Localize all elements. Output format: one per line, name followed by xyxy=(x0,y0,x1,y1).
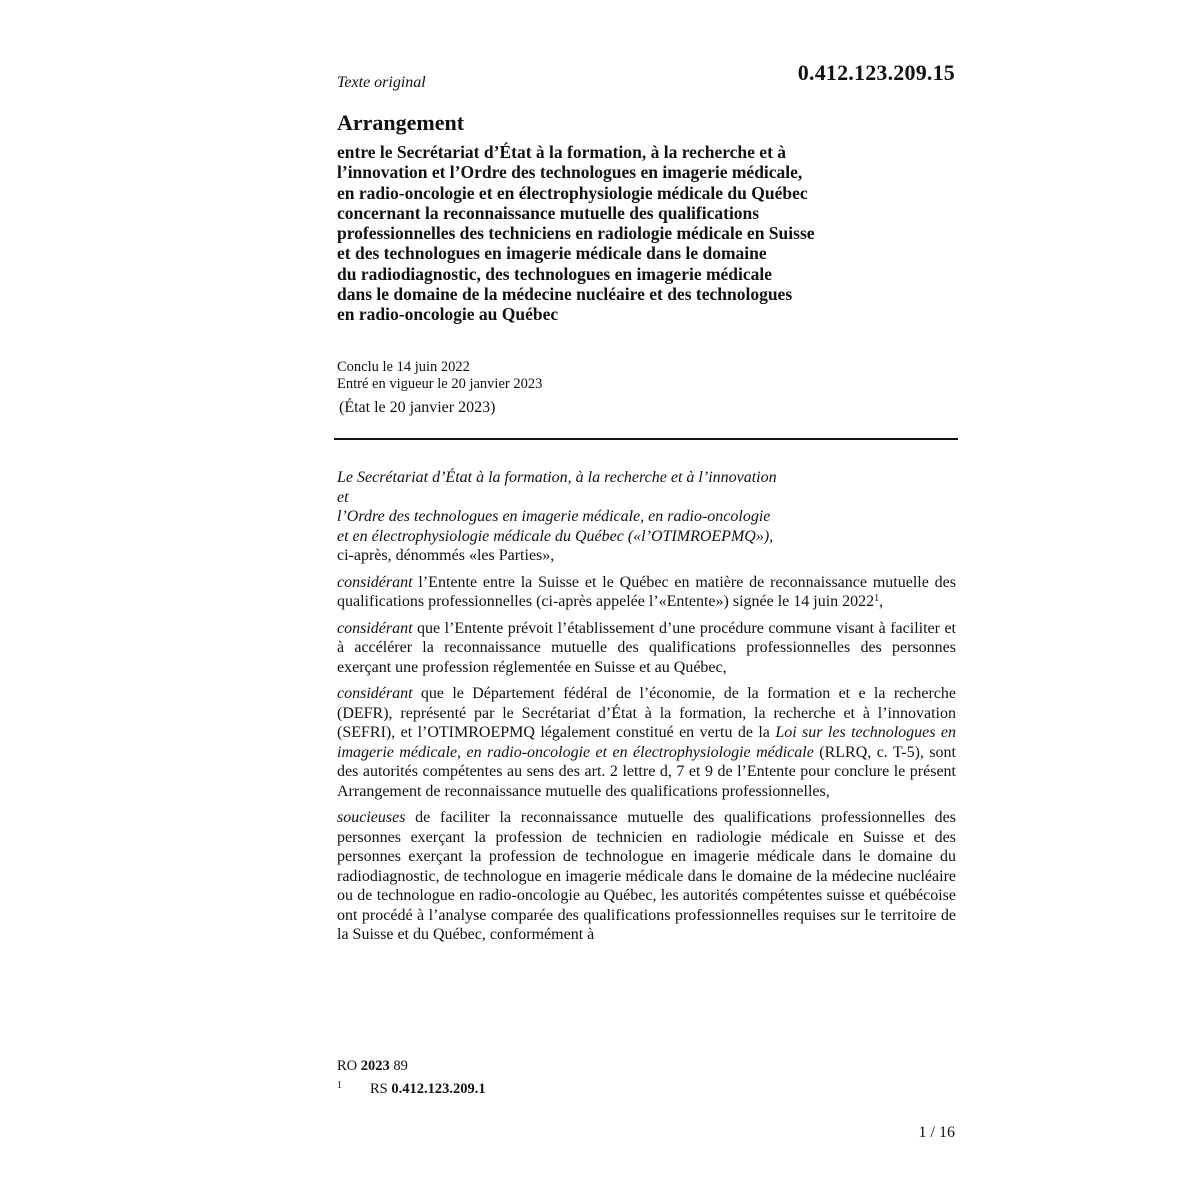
recital-lead: considérant xyxy=(337,685,413,702)
party-conjunction: et xyxy=(337,488,349,506)
subtitle-line: l’innovation et l’Ordre des technologues en imagerie médicale, xyxy=(337,162,803,183)
party-two-line: l’Ordre des technologues en imagerie médicale, en radio-oncologie xyxy=(337,508,771,525)
recital-text: de faciliter la reconnaissance mutuelle des qualifications professionnelles des personnes exerçant la profession de technicien en radiologie médicale en Suisse et des personnes exerçant la profession de technologue en imagerie médicale dans le domaine du radiodiagnostic, de technologue en imagerie médicale dans le domaine de la médecine nucléaire ou de technologue en radio-oncologie au Québec, les autorités compétentes suisse et québécoise ont procédé à l’analyse comparée des qualifications professionnelles requises sur le territoire de la Suisse et du Québec, conformément à xyxy=(337,809,956,943)
subtitle-line: et des technologues en imagerie médicale dans le domaine xyxy=(337,243,767,264)
subtitle-line: du radiodiagnostic, des technologues en imagerie médicale xyxy=(337,263,773,284)
recital-paragraph xyxy=(337,684,956,801)
recital-tail: , xyxy=(879,593,884,610)
footnote-mark: 1 xyxy=(337,1080,342,1091)
recital-paragraph xyxy=(337,808,956,945)
party-two-line: et en électrophysiologie médicale du Québec («l’OTIMROEPMQ»), xyxy=(337,527,774,545)
ro-page: 89 xyxy=(389,1058,408,1074)
concluded-date: Conclu le 14 juin 2022 xyxy=(337,359,470,375)
recital-text: (RLRQ, c. T-5), sont des autorités compétentes au sens des art. 2 lettre d, 7 et 9 de l’Entente pour conclure le présent Arrangement de reconnaissance mutuelle des qualifications professionnelles, xyxy=(337,743,956,800)
recital-text: l’Entente entre la Suisse et le Québec en matière de reconnaissance mutuelle des qualifications professionnelles (ci-après appelée l’«Entente») signée le 14 juin 2022 xyxy=(337,573,956,610)
ro-prefix: RO xyxy=(337,1058,361,1074)
subtitle-line: dans le domaine de la médecine nucléaire et des technologues xyxy=(337,284,793,305)
subtitle-line: entre le Secrétariat d’État à la formation, à la recherche et à xyxy=(337,142,787,162)
recital-lead: soucieuses xyxy=(337,809,406,826)
recital-text: que le Département fédéral de l’économie, de la formation et e la recherche (DEFR), représenté par le Secrétariat d’État à la formation, la recherche et à l’innovation (SEFRI), et l’OTIMROEPMQ légalement constitué en vertu de la xyxy=(337,685,956,741)
subtitle-line: concernant la reconnaissance mutuelle des qualifications xyxy=(337,202,760,223)
recital-lead: considérant xyxy=(337,619,413,637)
recital-lead: considérant xyxy=(337,573,413,591)
parties-definition: ci-après, dénommés «les Parties», xyxy=(337,547,555,564)
parties-block xyxy=(337,468,956,566)
footnote-sr-reference[interactable]: 0.412.123.209.1 xyxy=(391,1081,486,1097)
subtitle-line: professionnelles des techniciens en radiologie médicale en Suisse xyxy=(337,223,815,244)
text-type-label: Texte original xyxy=(337,74,426,91)
recital-paragraph xyxy=(337,619,956,678)
ro-reference xyxy=(337,1058,408,1075)
party-one: Le Secrétariat d’État à la formation, à la recherche et à l’innovation xyxy=(337,469,777,486)
subtitle-line: en radio-oncologie et en électrophysiologie médicale du Québec xyxy=(337,182,808,203)
footnote-prefix: RS xyxy=(370,1081,392,1097)
document-subtitle xyxy=(337,142,897,325)
subtitle-line: en radio-oncologie au Québec xyxy=(337,304,559,325)
recital-text: que l’Entente prévoit l’établissement d’une procédure commune visant à faciliter et à accélérer la reconnaissance mutuelle des qualifications professionnelles des personnes exerçant une profession réglementée en Suisse et au Québec, xyxy=(337,619,956,676)
header-divider xyxy=(334,438,958,440)
law-title: Loi sur les technologues en imagerie médicale, en radio-oncologie et en électrophysiologie médicale xyxy=(337,724,957,761)
footnote xyxy=(337,1080,486,1098)
entry-into-force-date: Entré en vigueur le 20 janvier 2023 xyxy=(337,376,543,392)
footnote-reference[interactable]: 1 xyxy=(874,593,880,604)
sr-number: 0.412.123.209.15 xyxy=(797,60,955,85)
page-number: 1 / 16 xyxy=(918,1124,955,1141)
ro-year: 2023 xyxy=(360,1058,390,1074)
status-date: (État le 20 janvier 2023) xyxy=(339,399,496,416)
recital-paragraph xyxy=(337,573,956,612)
document-title: Arrangement xyxy=(337,110,465,135)
dates-block xyxy=(337,359,542,393)
preamble xyxy=(337,468,956,945)
